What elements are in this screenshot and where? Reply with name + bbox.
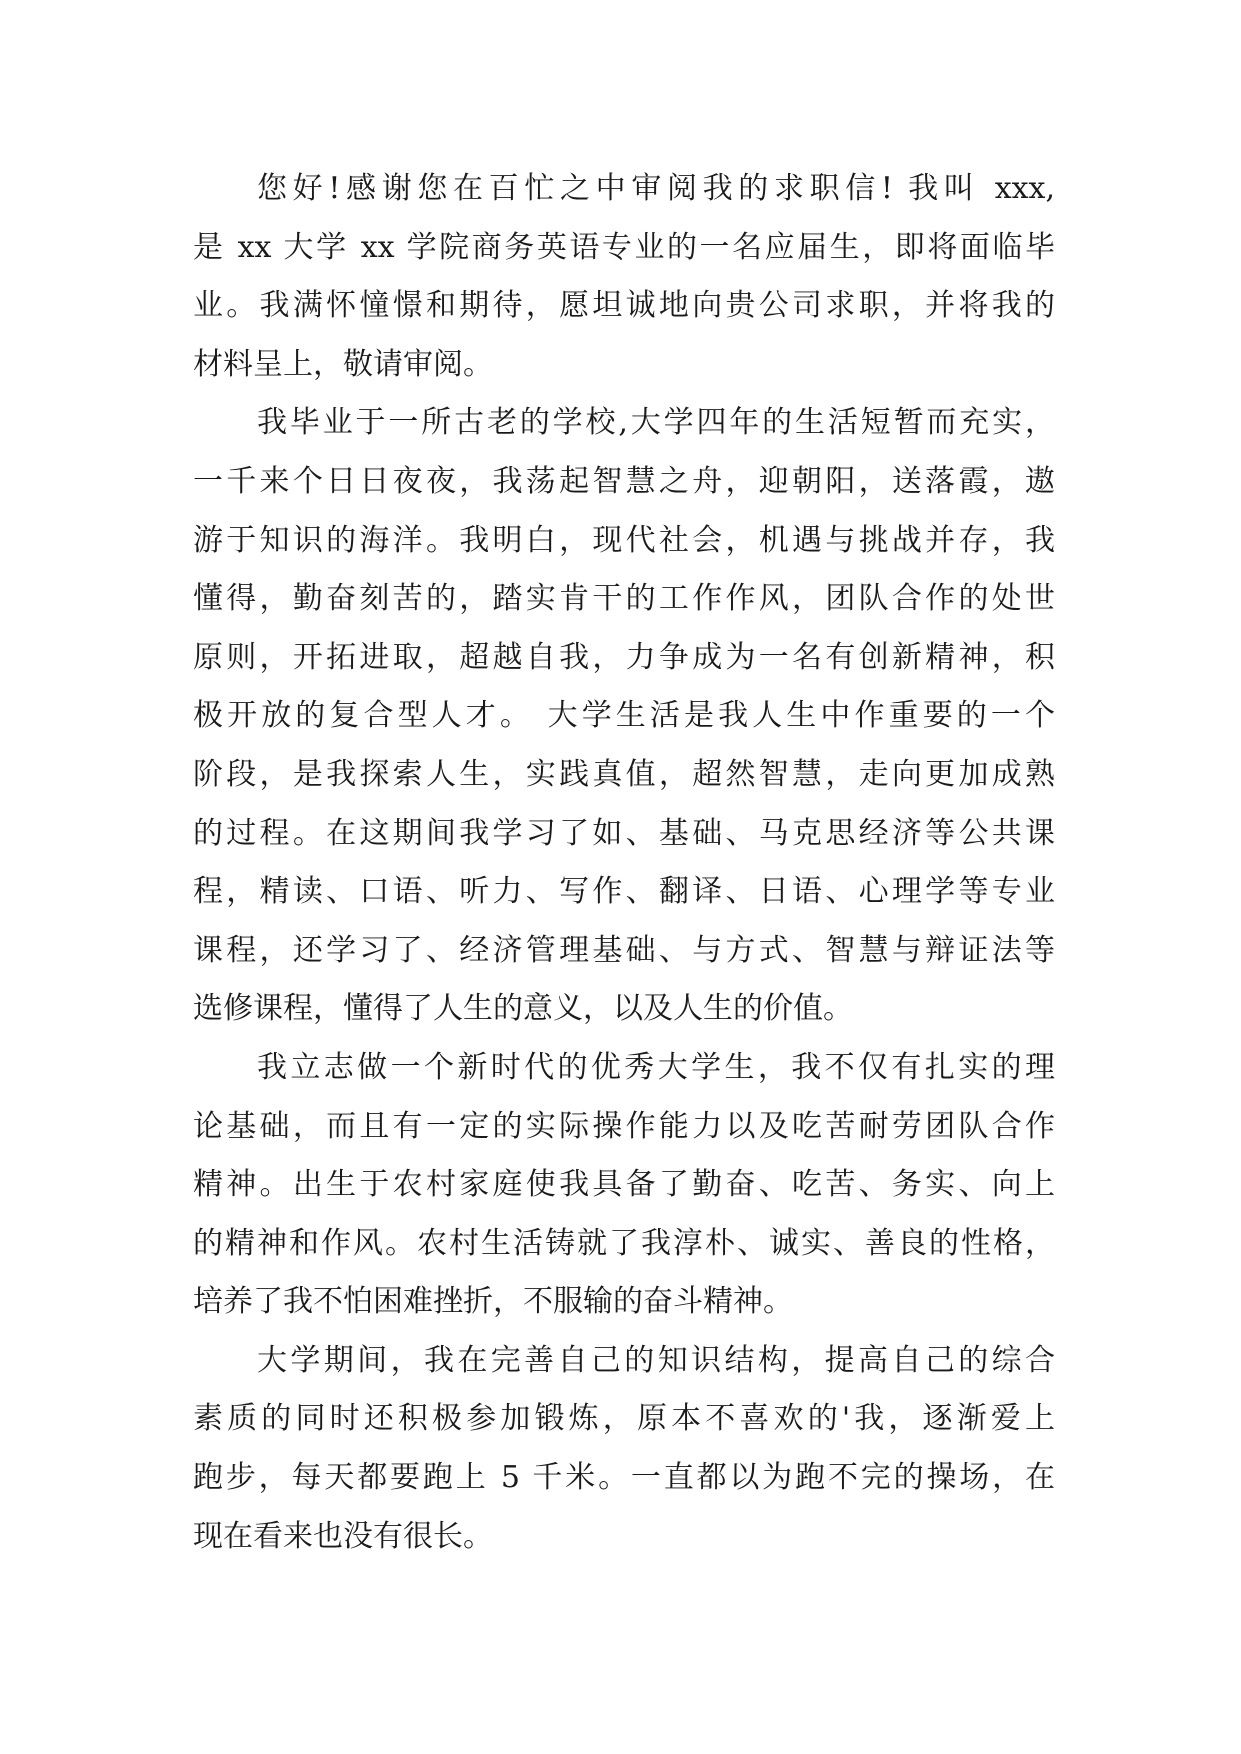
text-line: 我毕业于一所古老的学校,大学四年的生活短暂而充实， (257, 405, 1055, 441)
text-line: 我立志做一个新时代的优秀大学生，我不仅有扎实的理 (257, 1049, 1055, 1085)
text-line: 材料呈上，敬请审阅。 (193, 346, 493, 382)
text-line: 精神。出生于农村家庭使我具备了勤奋、吃苦、务实、向上 (193, 1167, 1055, 1203)
text-line: 素质的同时还积极参加锻炼，原本不喜欢的'我，逐渐爱上 (193, 1401, 1055, 1437)
text-line: 跑步，每天都要跑上 5 千米。一直都以为跑不完的操场，在 (193, 1460, 1055, 1496)
text-line: 您好!感谢您在百忙之中审阅我的求职信! 我叫 xxx, (257, 171, 1055, 206)
text-line: 的过程。在这期间我学习了如、基础、马克思经济等公共课 (193, 815, 1055, 851)
text-line: 懂得，勤奋刻苦的，踏实肯干的工作作风，团队合作的处世 (193, 581, 1055, 617)
text-line: 一千来个日日夜夜，我荡起智慧之舟，迎朝阳，送落霞，遨 (193, 463, 1055, 499)
text-line: 选修课程，懂得了人生的意义，以及人生的价值。 (193, 991, 853, 1027)
text-line: 论基础，而且有一定的实际操作能力以及吃苦耐劳团队合作 (193, 1108, 1055, 1144)
text-line: 阶段，是我探索人生，实践真值，超然智慧，走向更加成熟 (193, 756, 1055, 792)
text-line: 课程，还学习了、经济管理基础、与方式、智慧与辩证法等 (193, 932, 1055, 968)
text-line: 游于知识的海洋。我明白，现代社会，机遇与挑战并存，我 (193, 522, 1055, 558)
text-line: 的精神和作风。农村生活铸就了我淳朴、诚实、善良的性格， (193, 1225, 1055, 1261)
paragraph-3 (193, 1039, 1055, 1332)
paragraph-2 (193, 394, 1055, 1039)
letter-body (193, 160, 1055, 1566)
text-line: 极开放的复合型人才。 大学生活是我人生中作重要的一个 (193, 698, 1055, 734)
text-line: 程，精读、口语、听力、写作、翻译、日语、心理学等专业 (193, 874, 1055, 910)
text-line: 原则，开拓进取，超越自我，力争成为一名有创新精神，积 (193, 639, 1055, 675)
text-line: 业。我满怀憧憬和期待，愿坦诚地向贵公司求职，并将我的 (193, 288, 1055, 324)
paragraph-4 (193, 1332, 1055, 1566)
text-line: 是 xx 大学 xx 学院商务英语专业的一名应届生，即将面临毕 (193, 229, 1055, 265)
text-line: 现在看来也没有很长。 (193, 1518, 493, 1554)
paragraph-1 (193, 160, 1055, 394)
text-line: 培养了我不怕困难挫折，不服输的奋斗精神。 (193, 1284, 793, 1320)
text-line: 大学期间，我在完善自己的知识结构，提高自己的综合 (257, 1342, 1055, 1378)
